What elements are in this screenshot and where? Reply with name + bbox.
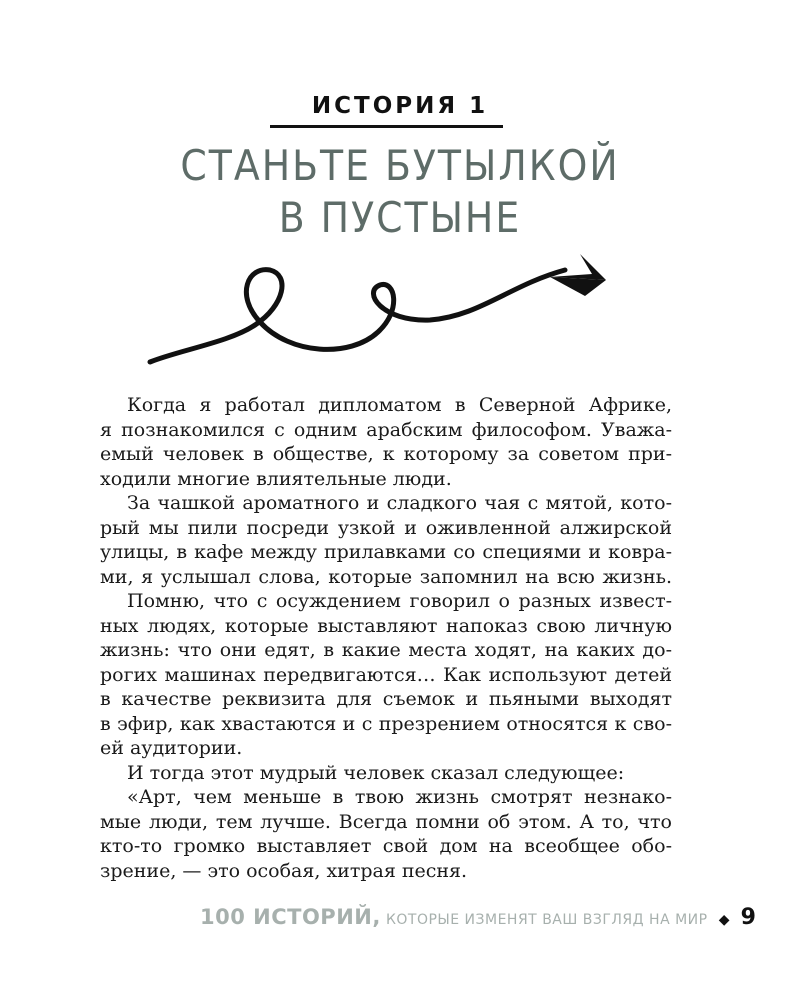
body-line: За чашкой ароматного и сладкого чая с мятой, кото- xyxy=(127,492,672,514)
body-line: я познакомился с одним арабским философом. Уважа- xyxy=(100,418,672,441)
page-footer xyxy=(200,905,756,935)
decorative-squiggle-arrow-icon xyxy=(140,250,620,375)
body-line: улицы, в кафе между прилавками со специями и ковра- xyxy=(100,541,672,563)
diamond-icon: ◆ xyxy=(718,912,730,928)
body-line: ходили многие влиятельные люди. xyxy=(100,467,452,490)
body-line: И тогда этот мудрый человек сказал следующее: xyxy=(127,761,625,784)
body-line: Помню, что с осуждением говорил о разных извест- xyxy=(127,590,672,612)
chapter-title-line-2: В ПУСТЫНЕ xyxy=(278,193,522,242)
body-line: в эфир, как хвастаются и с презрением относятся к сво- xyxy=(100,712,672,735)
body-line: кто-то громко выставляет свой дом на всеобщее обо- xyxy=(100,835,672,857)
footer-book-title-small: КОТОРЫЕ ИЗМЕНЯТ ВАШ ВЗГЛЯД НА МИР xyxy=(385,912,708,928)
body-text xyxy=(100,393,672,883)
body-line: зрение, — это особая, хитрая песня. xyxy=(100,859,468,882)
page-number: 9 xyxy=(740,905,756,930)
footer-book-title-big: 100 ИСТОРИЙ, xyxy=(200,905,381,929)
chapter-title-line-1: СТАНЬТЕ БУТЫЛКОЙ xyxy=(180,141,620,190)
body-line: в качестве реквизита для съемок и пьяными выходят xyxy=(100,688,672,710)
body-line: Когда я работал дипломатом в Северной Африке, xyxy=(127,394,672,416)
body-line: емый человек в обществе, к которому за советом при- xyxy=(100,443,672,465)
body-line: «Арт, чем меньше в твою жизнь смотрят незнако- xyxy=(127,786,672,808)
body-line: рый мы пили посреди узкой и оживленной алжирской xyxy=(100,516,672,539)
title-rule xyxy=(270,125,503,128)
story-label: ИСТОРИЯ 1 xyxy=(311,93,489,119)
body-line: рогих машинах передвигаются… Как используют детей xyxy=(100,663,672,686)
body-line: ей аудитории. xyxy=(100,737,243,759)
body-line: ных людях, которые выставляют напоказ свою личную xyxy=(100,614,672,637)
chapter-title xyxy=(0,140,800,244)
body-line: ми, я услышал слова, которые запомнил на всю жизнь. xyxy=(100,565,672,588)
body-line: жизнь: что они едят, в какие места ходят, на каких до- xyxy=(100,639,672,661)
body-line: мые люди, тем лучше. Всегда помни об этом. А то, что xyxy=(100,810,672,833)
